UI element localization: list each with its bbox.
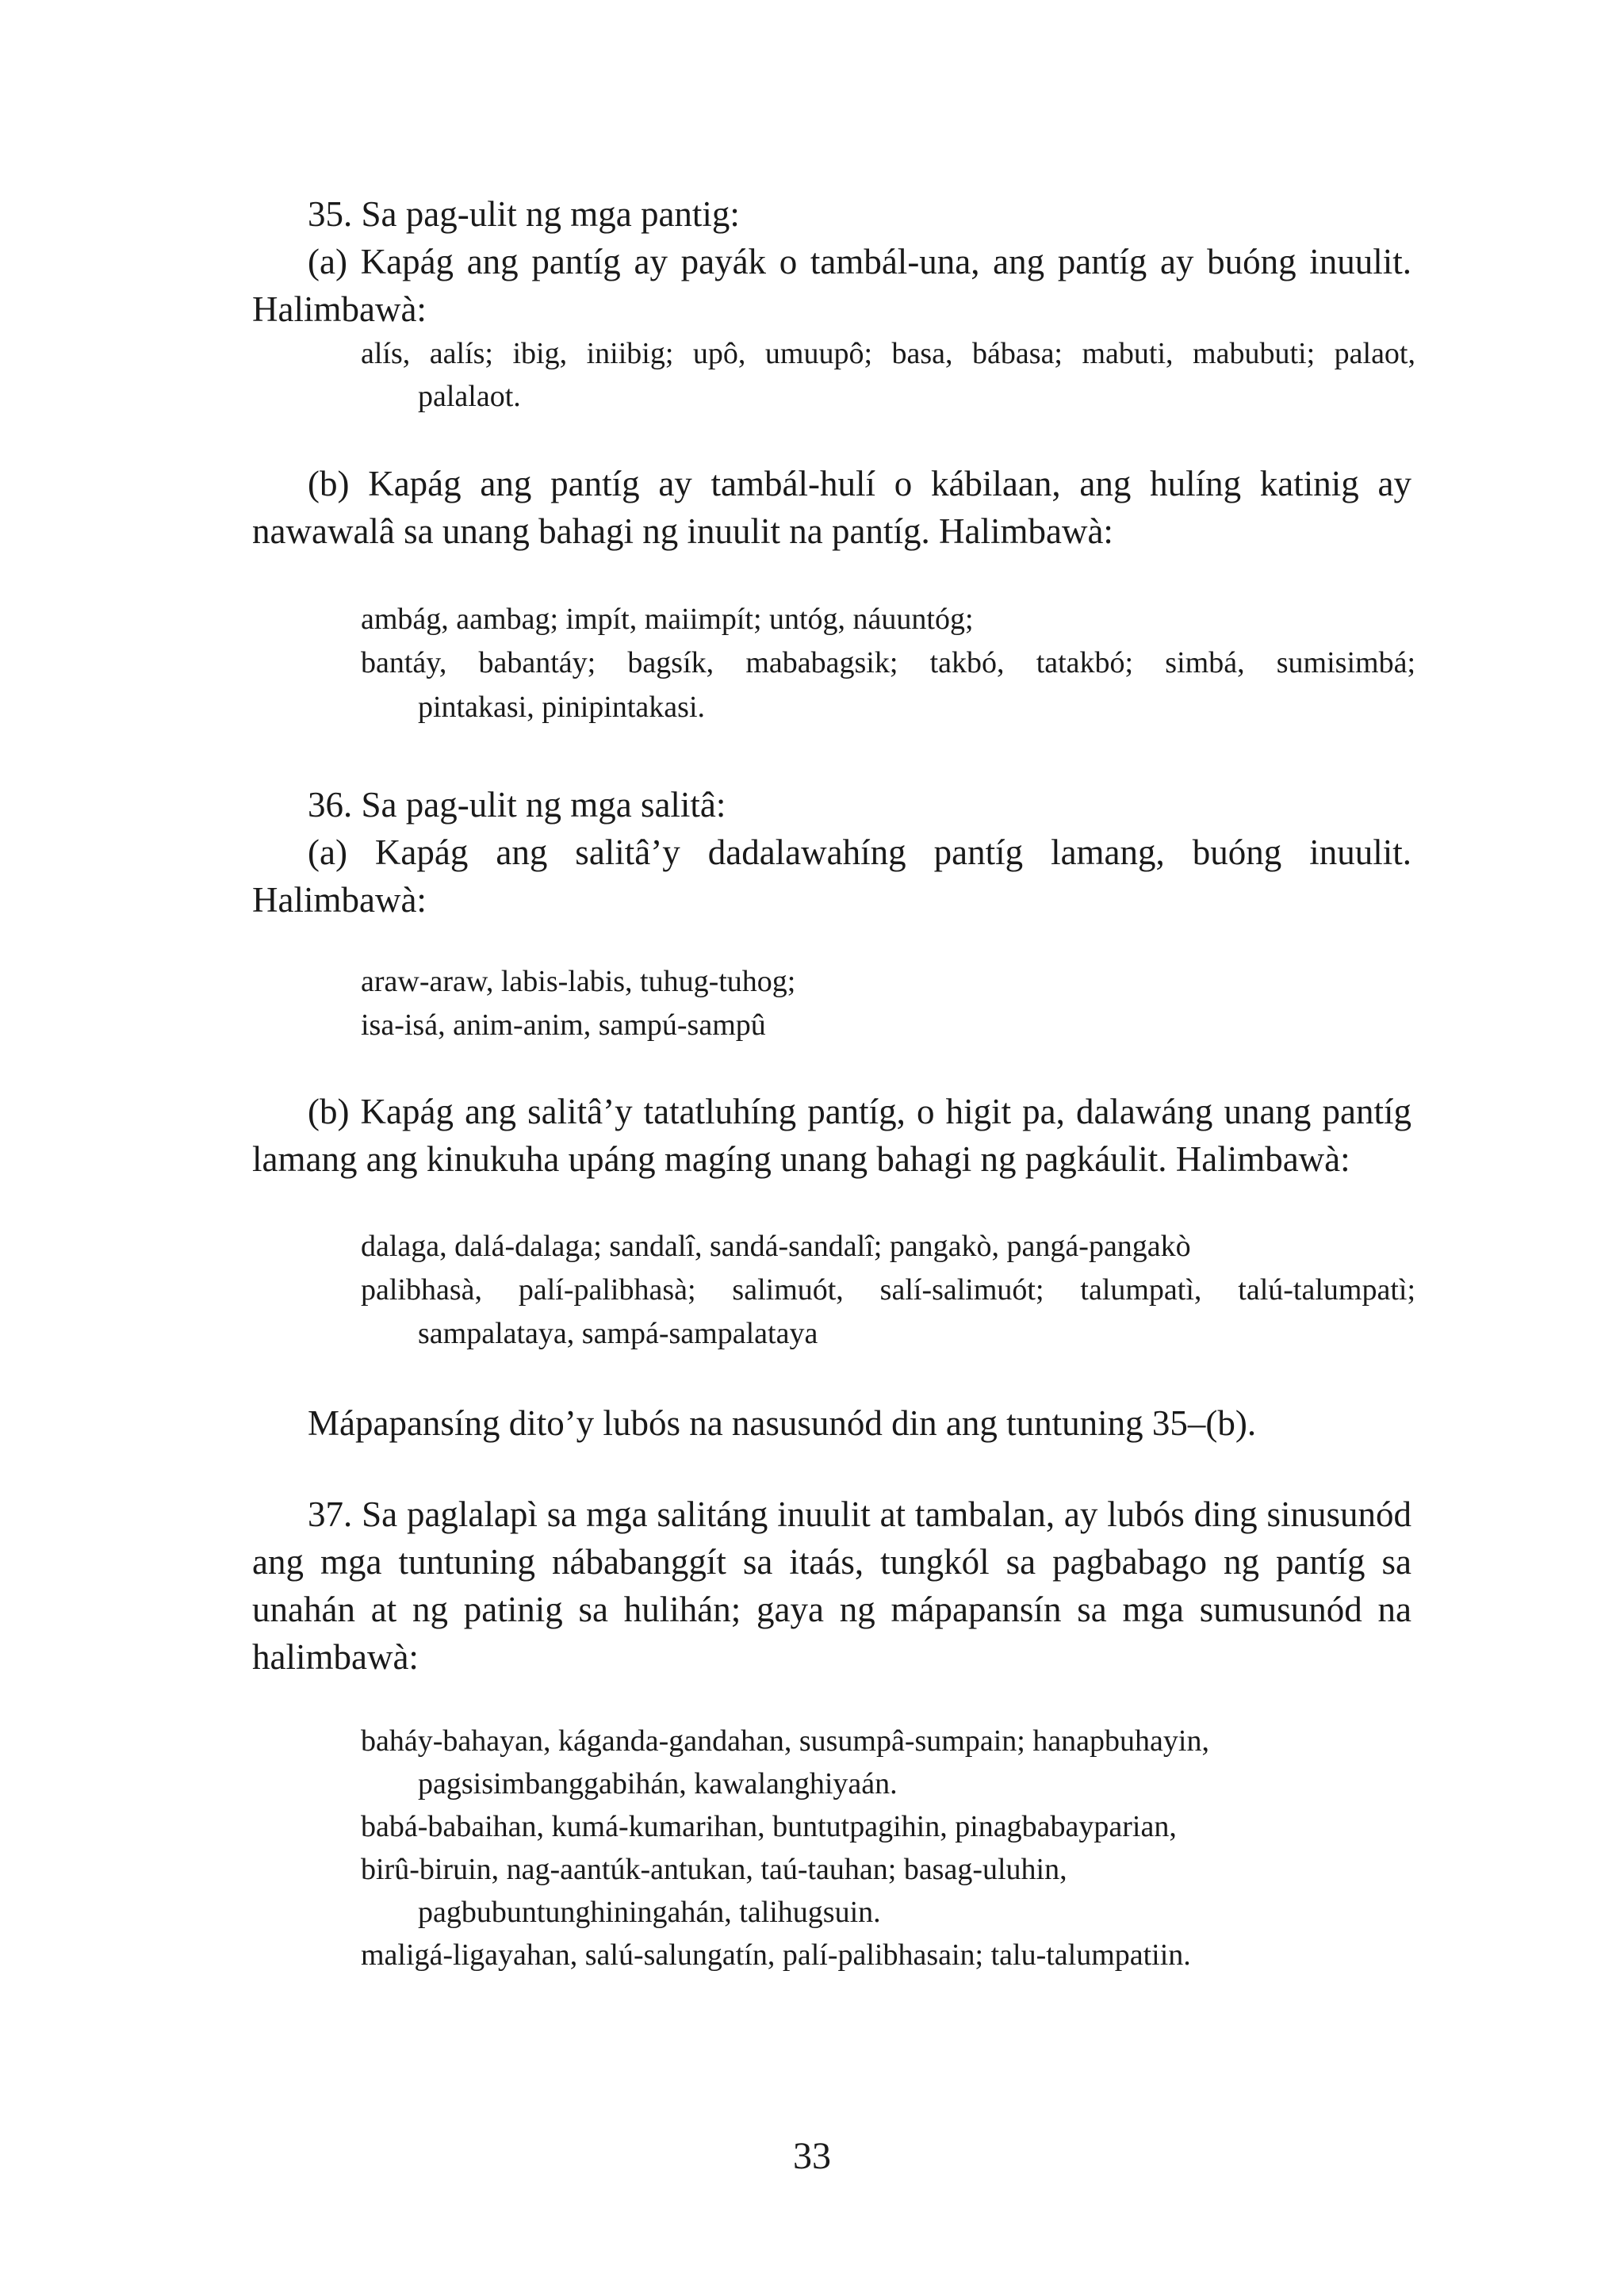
section-37-examples: birû-biruin, nag-aantúk-antukan, taú-tauhan; basag-uluhin, bbox=[361, 1853, 1067, 1886]
section-35b-examples: bantáy, babantáy; bagsík, mababagsik; takbó, tatakbó; simbá, sumisimbá; bbox=[361, 646, 1415, 679]
section-36a-text: (a) Kapág ang salitâ’y dadalawahíng pantíg lamang, buóng inuulit. bbox=[308, 832, 1411, 872]
section-35a-text-cont: Halimbawà: bbox=[252, 289, 427, 329]
section-36b-text-cont: lamang ang kinukuha upáng magíng unang bahagi ng pagkáulit. Halimbawà: bbox=[252, 1139, 1350, 1179]
section-37-text: ang mga tuntuning nábabanggít sa itaás, tungkól sa pagbabago ng pantíg sa bbox=[252, 1542, 1411, 1582]
section-36-heading: 36. Sa pag-ulit ng mga salitâ: bbox=[308, 785, 726, 825]
section-37-examples: baháy-bahayan, káganda-gandahan, susumpâ-sumpain; hanapbuhayin, bbox=[361, 1724, 1209, 1758]
section-35a-examples-cont: palalaot. bbox=[418, 380, 521, 413]
section-37-examples: babá-babaihan, kumá-kumarihan, buntutpagihin, pinagbabayparian, bbox=[361, 1810, 1177, 1843]
section-36b-examples-cont: sampalataya, sampá-sampalataya bbox=[418, 1317, 818, 1350]
section-35-heading: 35. Sa pag-ulit ng mga pantig: bbox=[308, 194, 740, 234]
section-36a-examples: araw-araw, labis-labis, tuhug-tuhog; bbox=[361, 965, 796, 998]
section-36a-examples: isa-isá, anim-anim, sampú-sampû bbox=[361, 1008, 766, 1042]
section-36a-text-cont: Halimbawà: bbox=[252, 880, 427, 920]
section-37-text: 37. Sa paglalapì sa mga salitáng inuulit at tambalan, ay lubós ding sinusunód bbox=[308, 1494, 1411, 1534]
section-35b-examples-cont: pintakasi, pinipintakasi. bbox=[418, 691, 706, 724]
section-36b-examples: palibhasà, palí-palibhasà; salimuót, salí-salimuót; talumpatì, talú-talumpatì; bbox=[361, 1273, 1415, 1307]
section-37-text: halimbawà: bbox=[252, 1637, 419, 1677]
section-35b-text-cont: nawawalâ sa unang bahagi ng inuulit na pantíg. Halimbawà: bbox=[252, 511, 1113, 551]
section-36-note: Mápapansíng dito’y lubós na nasusunód din ang tuntuning 35–(b). bbox=[308, 1403, 1257, 1443]
section-35a-examples: alís, aalís; ibig, iniibig; upô, umuupô; basa, bábasa; mabuti, mabubuti; palaot, bbox=[361, 337, 1415, 370]
section-36b-text: (b) Kapág ang salitâ’y tatatluhíng pantíg, o higit pa, dalawáng unang pantíg bbox=[308, 1092, 1411, 1131]
section-37-examples: maligá-ligayahan, salú-salungatín, palí-palibhasain; talu-talumpatiin. bbox=[361, 1938, 1191, 1972]
section-35b-examples: ambág, aambag; impít, maiimpít; untóg, náuuntóg; bbox=[361, 603, 974, 636]
section-35b-text: (b) Kapág ang pantíg ay tambál-hulí o kábilaan, ang hulíng katinig ay bbox=[308, 464, 1411, 503]
section-36b-examples: dalaga, dalá-dalaga; sandalî, sandá-sandalî; pangakò, pangá-pangakò bbox=[361, 1230, 1191, 1263]
section-37-examples-cont: pagsisimbanggabihán, kawalanghiyaán. bbox=[418, 1767, 898, 1800]
section-37-text: unahán at ng patinig sa hulihán; gaya ng mápapansín sa mga sumusunód na bbox=[252, 1590, 1411, 1629]
section-37-examples-cont: pagbubuntunghiningahán, talihugsuin. bbox=[418, 1896, 881, 1929]
section-35a-text: (a) Kapág ang pantíg ay payák o tambál-una, ang pantíg ay buóng inuulit. bbox=[308, 242, 1411, 281]
page-number: 33 bbox=[793, 2135, 831, 2177]
